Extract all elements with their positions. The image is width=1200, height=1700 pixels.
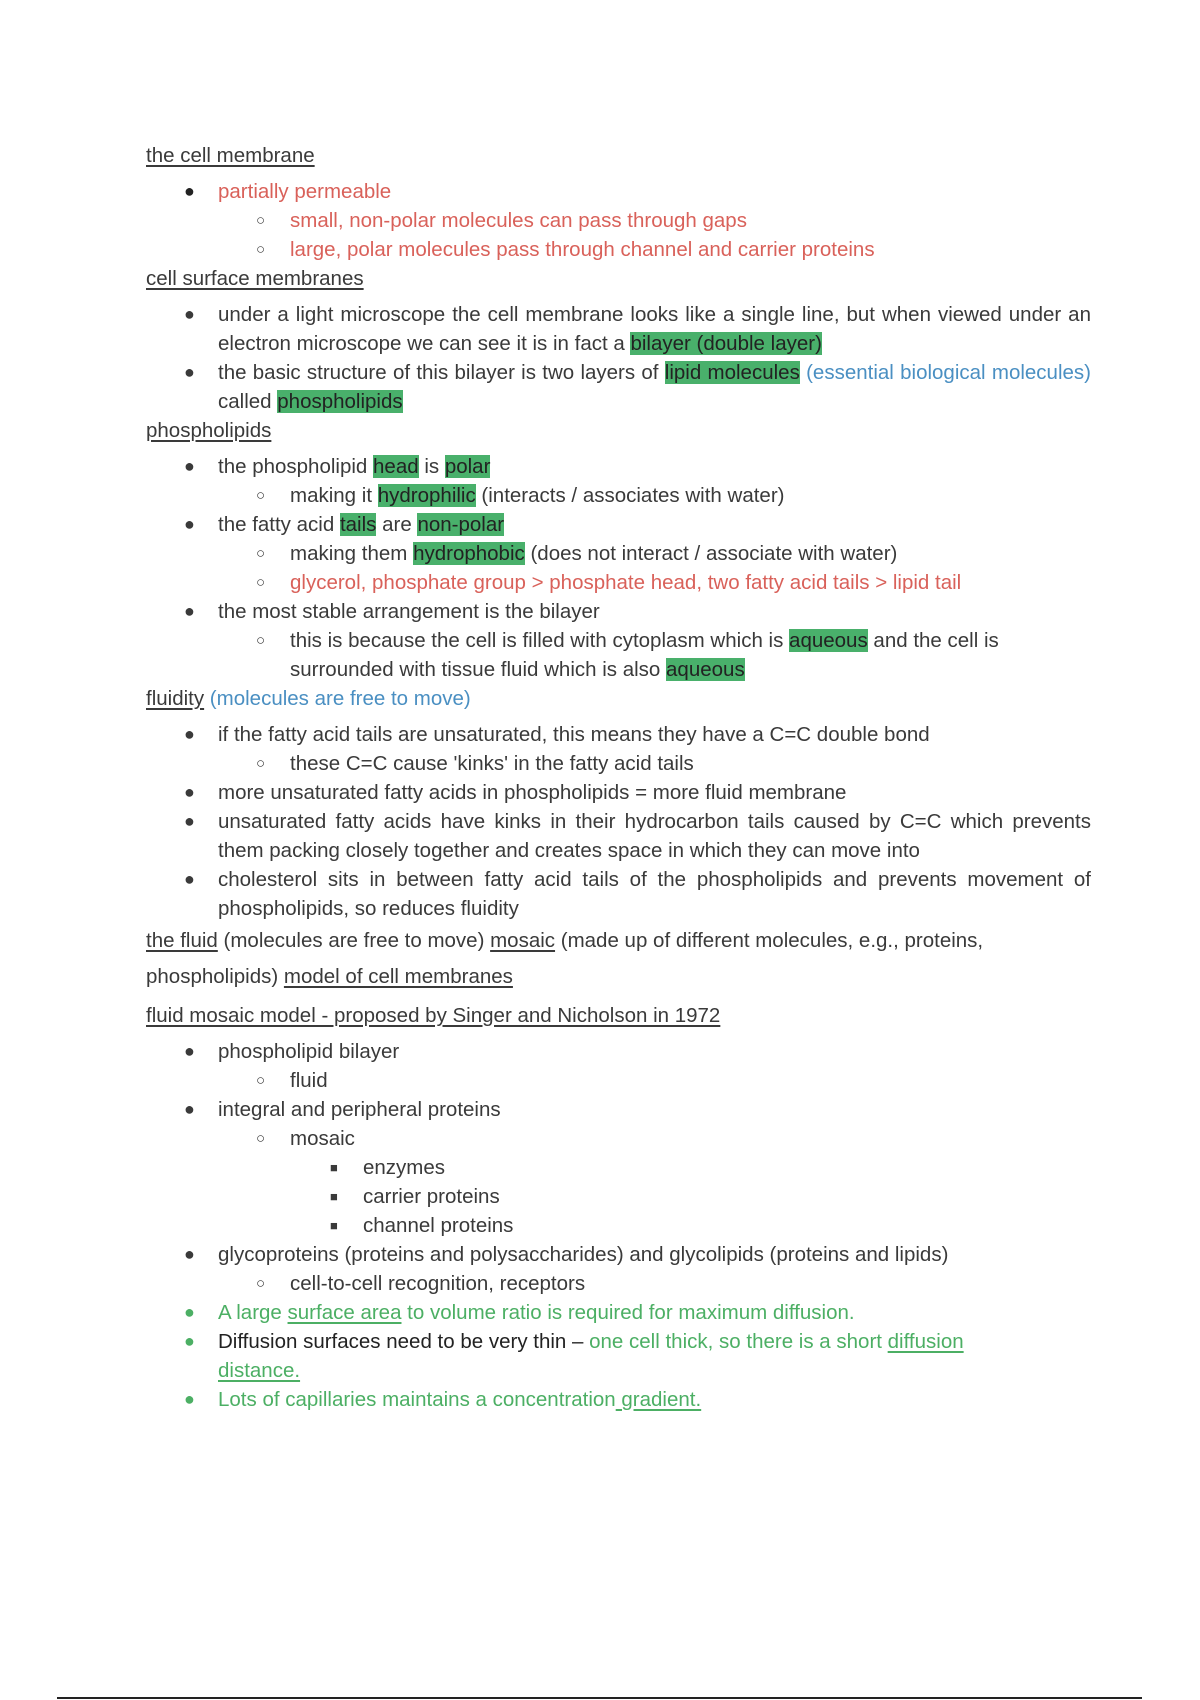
section-heading: fluidity (molecules are free to move) bbox=[146, 687, 471, 710]
section-heading: the cell membrane bbox=[146, 144, 315, 167]
list-item: ■ carrier proteins bbox=[330, 1185, 500, 1208]
list-item: ○ cell-to-cell recognition, receptors bbox=[256, 1272, 586, 1295]
list-item: ○ making it hydrophilic (interacts / associates with water) bbox=[256, 484, 785, 507]
list-item: ○ small, non-polar molecules can pass through gaps bbox=[256, 209, 747, 232]
list-item: ● the basic structure of this bilayer is two layers of lipid molecules (essential biological molecules) called phospholipids bbox=[184, 361, 1091, 413]
document-body bbox=[146, 141, 1091, 1414]
list-item: ● phospholipid bilayer bbox=[184, 1040, 400, 1063]
list-item: ● the most stable arrangement is the bilayer bbox=[184, 600, 600, 623]
list-item: ○ making them hydrophobic (does not interact / associate with water) bbox=[256, 542, 898, 565]
section-heading: phospholipids bbox=[146, 419, 272, 442]
list-item: ● partially permeable bbox=[184, 180, 392, 203]
list-item: ○ glycerol, phosphate group > phosphate head, two fatty acid tails > lipid tail bbox=[256, 571, 962, 594]
list-item: ● integral and peripheral proteins bbox=[184, 1098, 501, 1121]
list-item: ■ enzymes bbox=[330, 1156, 446, 1179]
section-heading: cell surface membranes bbox=[146, 267, 364, 290]
list-item: ● the fatty acid tails are non-polar bbox=[184, 513, 505, 536]
paragraph: the fluid (molecules are free to move) mosaic (made up of different molecules, e.g., proteins, phospholipids) model of cell membranes bbox=[146, 929, 984, 988]
list-item: ● Diffusion surfaces need to be very thin – one cell thick, so there is a short diffusion distance. bbox=[184, 1330, 964, 1382]
page-divider bbox=[57, 1697, 1142, 1699]
section-heading: fluid mosaic model - proposed by Singer and Nicholson in 1972 bbox=[146, 1004, 721, 1027]
list-item: ● cholesterol sits in between fatty acid tails of the phospholipids and prevents movement of phospholipids, so reduces fluidity bbox=[184, 868, 1091, 920]
list-item: ○ mosaic bbox=[256, 1127, 355, 1150]
list-item: ○ this is because the cell is filled with cytoplasm which is aqueous and the cell is surrounded with tissue fluid which is also aqueous bbox=[256, 629, 999, 681]
list-item: ● more unsaturated fatty acids in phospholipids = more fluid membrane bbox=[184, 781, 847, 804]
list-item: ○ these C=C cause 'kinks' in the fatty acid tails bbox=[256, 752, 694, 775]
list-item: ● unsaturated fatty acids have kinks in their hydrocarbon tails caused by C=C which prevents them packing closely together and creates space in which they can move into bbox=[184, 810, 1091, 862]
list-item: ○ fluid bbox=[256, 1069, 328, 1092]
list-item: ● if the fatty acid tails are unsaturated, this means they have a C=C double bond bbox=[184, 723, 930, 746]
list-item: ● Lots of capillaries maintains a concentration gradient. bbox=[184, 1388, 702, 1411]
list-item: ■ channel proteins bbox=[330, 1214, 514, 1237]
list-item: ● under a light microscope the cell membrane looks like a single line, but when viewed under an electron microscope we can see it is in fact a bilayer (double layer) bbox=[184, 303, 1091, 355]
list-item: ● A large surface area to volume ratio is required for maximum diffusion. bbox=[184, 1301, 855, 1324]
list-item: ● the phospholipid head is polar bbox=[184, 455, 491, 478]
list-item: ● glycoproteins (proteins and polysaccharides) and glycolipids (proteins and lipids) bbox=[184, 1243, 949, 1266]
list-item: ○ large, polar molecules pass through channel and carrier proteins bbox=[256, 238, 875, 261]
